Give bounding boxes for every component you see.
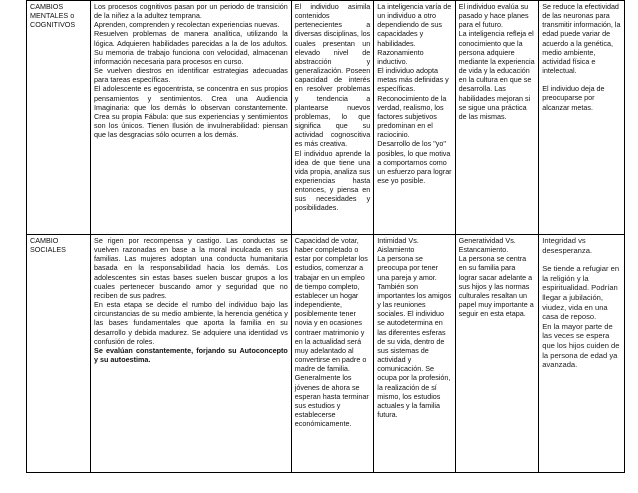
cell-paragraph: El individuo adopta metas más definidas y específicas. [377, 66, 449, 94]
cell-paragraph-bold: Se evalúan constantemente, forjando su Autoconcepto y su autoestima. [94, 345, 288, 365]
cell-paragraph: Se vuelven diestros en identificar estrategias adecuadas para tareas específicas. [94, 66, 288, 85]
cell-paragraph: El individuo deja de preocuparse por alcanzar metas. [542, 84, 605, 112]
cell-adolescence-social [91, 235, 292, 473]
row-label-social [27, 235, 91, 473]
cell-paragraph: Intimidad Vs. Aislamiento [377, 236, 419, 255]
cell-paragraph: Se rigen por recompensa y castigo. Las conductas se vuelven razonadas en base a la moral inculcada en sus familias. Las mujeres adoptan una conducta humanitaria basada en la responsabilidad hacia los demás. Los adolescentes sin estas bases suelen buscar grupos a los cuales pertenecer buscando amor y seguridad que no reciben de sus padres. [94, 236, 288, 300]
cell-paragraph: Se reduce la efectividad de las neuronas para transmitir información, la edad puede variar de acuerdo a la genética, medio ambiente, actividad física e intelectual. [542, 2, 621, 76]
table-row [27, 235, 625, 473]
cell-paragraph: El individuo asimila contenidos pertenecientes a diversas disciplinas, los cuales presentan un elevado nivel de abstracción y generalización. Poseen capacidad de interés en resolver problemas y tendencia a plantearse nuevos problemas, lo que significa que su actividad cognoscitiva es más creativa. [294, 2, 371, 149]
cell-paragraph: La persona se centra en su familia para lograr sacar adelante a sus hijos y las normas culturales resaltan un papel muy importante a seguir en esta etapa. [458, 254, 534, 319]
cell-paragraph: Aprenden, comprenden y recolectan experiencias nuevas. [94, 20, 280, 30]
cell-early-adult-social [291, 235, 373, 473]
cell-middle-adult-cognitive [374, 1, 455, 235]
cell-paragraph: En la mayor parte de las veces se espera que los hijos cuiden de la persona de edad ya avanzada. [542, 321, 620, 370]
cell-old-age-social [539, 235, 625, 473]
cell-paragraph: Generatividad Vs. Estancamiento. [458, 236, 516, 255]
cell-old-age-cognitive [539, 1, 625, 235]
cell-early-adult-cognitive [291, 1, 373, 235]
cell-adolescence-cognitive [91, 1, 292, 235]
cell-middle-adult-social [374, 235, 455, 473]
cell-paragraph: El individuo evalúa su pasado y hace planes para el futuro. [458, 2, 529, 30]
cell-paragraph: En esta etapa se decide el rumbo del individuo bajo las circunstancias de su medio ambiente, la herencia genética y las bases fundamentales que aporta la familia en su desarrollo y debida madurez. Se adquiere una identidad vs confusión de roles. [94, 300, 288, 346]
cell-paragraph: Razonamiento inductivo. [377, 47, 424, 66]
cell-paragraph: El individuo aprende la idea de que tiene una vida propia, analiza sus experiencias hasta entonces, y piensa en sus necesidades y posibilidades. [294, 148, 371, 213]
row-label-text: CAMBIOS MENTALES o COGNITIVOS [30, 2, 76, 30]
cell-paragraph: Se tiende a refugiar en la religión y la espiritualidad. Podrían llegar a jubilación, viudez, vida en una casa de reposo. [542, 264, 620, 322]
cell-paragraph: La inteligencia varía de un individuo a otro dependiendo de sus capacidades y habilidades. [377, 2, 452, 48]
table-row [27, 1, 625, 235]
cell-paragraph: Capacidad de votar, haber completado o estar por completar los estudios, comenzar a trabajar en un empleo de tiempo completo, establecer un hogar independiente, posiblemente tener novia y en ocasiones contraer matrimonio y en la actualidad será muy adelantado al convertirse en padre o madre de familia. Generalmente los jóvenes de ahora se esperan hasta terminar sus estudios y establecerse económicamente. [294, 236, 369, 429]
cell-paragraph: Resuelven problemas de manera analítica, utilizando la lógica. Adquieren habilidades parecidas a la de los adultos. Su memoria de trabajo funciona con velocidad, almacenan información necesaria para procesos en curso. [94, 29, 288, 66]
cell-paragraph: Reconocimiento de la verdad, realismo, los factores subjetivos predominan en el raciocinio. [377, 93, 447, 140]
cell-paragraph: Desarrollo de los "yo" posibles, lo que motiva a comportarnos como un esfuerzo para lograr ese yo posible. [377, 139, 452, 185]
cell-late-adult-social [455, 235, 539, 473]
row-label-cognitive [27, 1, 91, 235]
cell-paragraph: La inteligencia refleja el conocimiento que la persona adquiere mediante la experiencia de vida y la educación en la cultura en que se desarrolla. Las habilidades mejoran si se sigue una práctica de las mismas. [458, 29, 535, 121]
row-label-text: CAMBIO SOCIALES [30, 236, 66, 255]
cell-paragraph: El adolescente es egocentrista, se concentra en sus propios pensamientos y sentimientos. Crea una Audiencia Imaginaria: que los demás lo observan constantemente. Crea su propia Fábula: que sus experiencias y sentimientos son los únicos. Tienen Ilusión de invulnerabilidad: piensan que las desgracias sólo ocurren a los demás. [94, 84, 288, 140]
cell-late-adult-cognitive [455, 1, 539, 235]
cell-paragraph: La persona se preocupa por tener una pareja y amor. También son importantes los amigos y las reuniones sociales. El individuo se autodetermina en las diferentes esferas de su vida, dentro de sus sistemas de actividad y comunicación. Se ocupa por la profesión, la realización de sí mismo, los estudios actuales y la familia futura. [377, 254, 452, 419]
cell-paragraph: Integridad vs desesperanza. [542, 236, 593, 255]
cell-paragraph: Los procesos cognitivos pasan por un periodo de transición de la niñez a la adultez temprana. [94, 2, 288, 21]
development-table [26, 0, 625, 473]
